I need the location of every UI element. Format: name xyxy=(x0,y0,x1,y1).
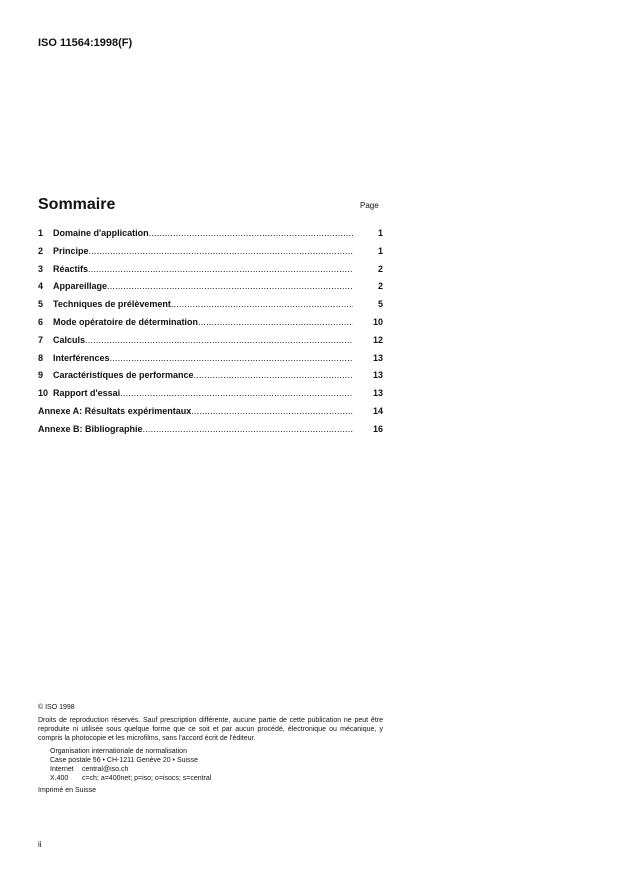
toc-label: Appareillage xyxy=(53,281,108,292)
toc-number: 7 xyxy=(38,334,44,345)
toc-page: 12 xyxy=(372,334,383,345)
toc-page: 13 xyxy=(372,370,383,381)
leader-dots xyxy=(85,335,353,345)
toc-page: 13 xyxy=(372,352,383,363)
toc-number: 9 xyxy=(38,370,44,381)
document-header: ISO 11564:1998(F) xyxy=(38,37,133,49)
toc-entry[interactable] xyxy=(38,299,383,317)
internet-email: central@iso.ch xyxy=(81,766,129,773)
toc-number: 1 xyxy=(38,228,44,238)
copyright-footer xyxy=(38,703,383,795)
copyright-line: © ISO 1998 xyxy=(38,704,75,711)
toc-entry[interactable] xyxy=(38,353,383,371)
toc-page: 16 xyxy=(372,423,383,434)
toc-entry[interactable] xyxy=(38,317,383,335)
leader-dots xyxy=(171,299,353,309)
x400-label: X.400 xyxy=(50,775,69,782)
toc-entry[interactable] xyxy=(38,246,383,264)
toc-page: 10 xyxy=(372,316,383,327)
internet-label: Internet xyxy=(50,766,74,773)
toc-entry[interactable] xyxy=(38,335,383,353)
toc-page: 1 xyxy=(377,245,383,256)
toc-page: 1 xyxy=(377,228,383,238)
leader-dots xyxy=(89,246,353,256)
toc-number: 6 xyxy=(38,316,44,327)
leader-dots xyxy=(120,388,353,398)
toc-entry[interactable] xyxy=(38,406,383,424)
toc-page: 5 xyxy=(377,299,383,310)
toc-page: 2 xyxy=(377,281,383,292)
toc-number: 10 xyxy=(38,388,49,399)
page-title: Sommaire xyxy=(38,196,116,213)
org-name: Organisation internationale de normalisation xyxy=(50,748,187,755)
toc-number: 8 xyxy=(38,352,44,363)
leader-dots xyxy=(198,317,353,327)
toc-entry[interactable] xyxy=(38,424,383,442)
leader-dots xyxy=(107,281,353,291)
toc-label: Techniques de prélèvement xyxy=(53,299,171,310)
toc-entry[interactable] xyxy=(38,264,383,282)
toc-label: Interférences xyxy=(53,352,110,363)
toc-label: Principe xyxy=(53,245,89,256)
leader-dots xyxy=(88,264,353,274)
toc-entry[interactable] xyxy=(38,388,383,406)
leader-dots xyxy=(149,228,353,238)
toc-number: 2 xyxy=(38,245,44,256)
leader-dots xyxy=(110,353,353,363)
printed-in: Imprimé en Suisse xyxy=(38,787,96,794)
toc-entry[interactable] xyxy=(38,281,383,299)
toc-label: Calculs xyxy=(53,334,86,345)
toc-number: 4 xyxy=(38,281,44,292)
rights-notice: Droits de reproduction réservés. Sauf prescription différente, aucune partie de cette publication ne peut être reproduite ni utilisée sous quelque forme que ce soit et par aucun procédé, électronique ou mécanique, y compris la photocopie et les microfilms, sans l'accord écrit de l'éditeur. xyxy=(38,717,383,742)
toc-entry[interactable] xyxy=(38,228,383,246)
toc-label: Domaine d'application xyxy=(53,228,149,238)
toc-number: 5 xyxy=(38,299,44,310)
leader-dots xyxy=(143,424,353,434)
page-column-label: Page xyxy=(360,201,379,210)
toc-label: Rapport d'essai xyxy=(53,388,121,399)
postal-address: Case postale 56 • CH-1211 Genève 20 • Suisse xyxy=(50,757,198,764)
toc-page: 2 xyxy=(377,263,383,274)
toc-label: Caractéristiques de performance xyxy=(53,370,194,381)
table-of-contents xyxy=(38,228,383,442)
page-number: ii xyxy=(38,840,42,849)
toc-number: 3 xyxy=(38,263,44,274)
address-block xyxy=(50,747,383,783)
toc-label: Annexe B: Bibliographie xyxy=(38,423,143,434)
leader-dots xyxy=(191,406,353,416)
toc-label: Réactifs xyxy=(53,263,89,274)
x400-address: c=ch; a=400net; p=iso; o=isocs; s=central xyxy=(81,775,212,782)
leader-dots xyxy=(194,370,353,380)
toc-entry[interactable] xyxy=(38,370,383,388)
toc-page: 14 xyxy=(372,405,383,416)
toc-page: 13 xyxy=(372,388,383,399)
toc-label: Mode opératoire de détermination xyxy=(53,316,199,327)
toc-label: Annexe A: Résultats expérimentaux xyxy=(38,405,192,416)
